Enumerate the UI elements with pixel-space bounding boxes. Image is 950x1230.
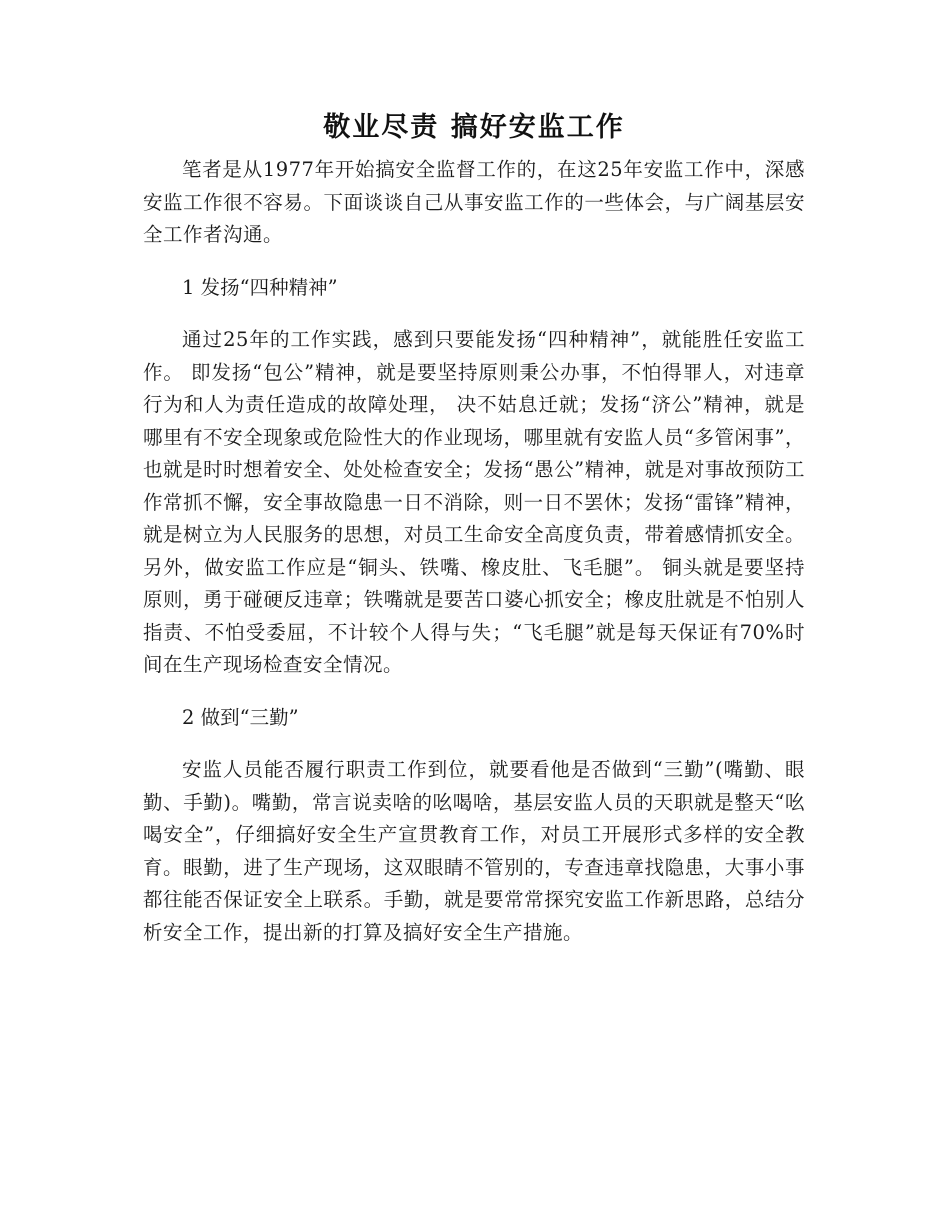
document-page: [143, 108, 805, 949]
section-2-paragraph: 安监人员能否履行职责工作到位，就要看他是否做到“三勤”(嘴勤、眼勤、手勤)。嘴勤，常言说卖啥的吆喝啥，基层安监人员的天职就是整天“吆喝安全”，仔细搞好安全生产宣贯教育工作，对员工开展形式多样的安全教育。眼勤，进了生产现场，这双眼睛不管别的，专查违章找隐患，大事小事都往能否保证安全上联系。手勤，就是要常常探究安监工作新思路，总结分析安全工作，提出新的打算及搞好安全生产措施。: [143, 758, 805, 944]
intro-paragraph: 笔者是从1977年开始搞安全监督工作的，在这25年安监工作中，深感安监工作很不容易。下面谈谈自己从事安监工作的一些体会，与广阔基层安全工作者沟通。: [143, 158, 805, 246]
section-2-heading: 2 做到“三勤”: [182, 705, 299, 729]
section-1-paragraph: 通过25年的工作实践，感到只要能发扬“四种精神”，就能胜任安监工作。 即发扬“包公”精神，就是要坚持原则秉公办事，不怕得罪人，对违章行为和人为责任造成的故障处理， 决不姑息迁就；发扬“济公”精神，就是哪里有不安全现象或危险性大的作业现场，哪里就有安监人员“多管闲事”，也就是时时想着安全、处处检查安全；发扬“愚公”精神，就是对事故预防工作常抓不懈，安全事故隐患一日不消除，则一日不罢休；发扬“雷锋”精神，就是树立为人民服务的思想，对员工生命安全高度负责，带着感情抓安全。另外，做安监工作应是“铜头、铁嘴、橡皮肚、飞毛腿”。 铜头就是要坚持原则，勇于碰硬反违章；铁嘴就是要苦口婆心抓安全；橡皮肚就是不怕别人指责、不怕受委屈，不计较个人得与失；“飞毛腿”就是每天保证有70%时间在生产现场检查安全情况。: [143, 328, 805, 676]
spacer: [143, 252, 805, 272]
spacer: [143, 734, 805, 754]
spacer: [143, 682, 805, 702]
spacer: [143, 304, 805, 324]
document-title: 敬业尽责 搞好安监工作: [323, 112, 625, 143]
section-1-heading: 1 发扬“四种精神”: [182, 275, 338, 299]
